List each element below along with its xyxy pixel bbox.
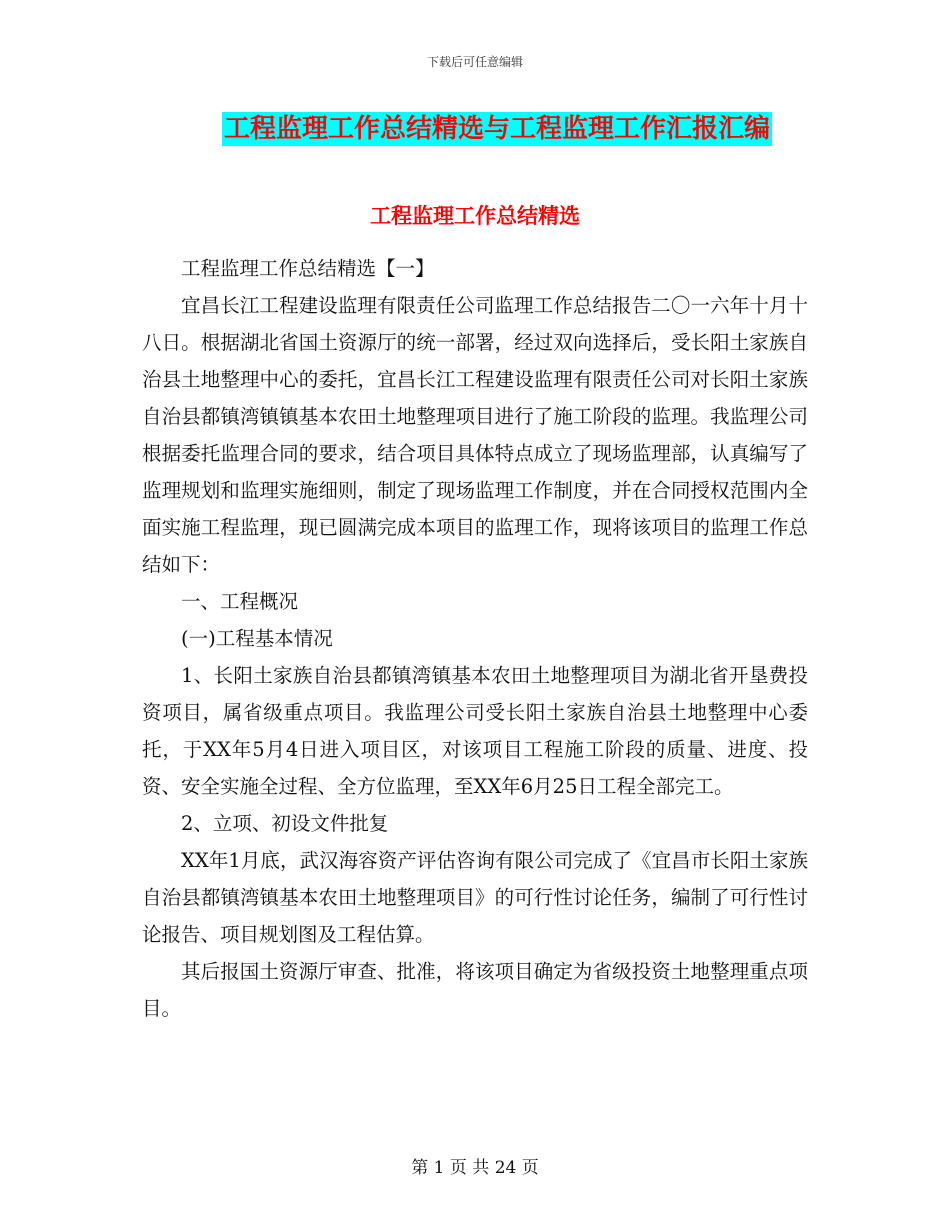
paragraph-feasibility: XX年1月底，武汉海容资产评估咨询有限公司完成了《宜昌市长阳土家族自治县都镇湾镇基本农田土地整理项目》的可行性讨论任务，编制了可行性讨论报告、项目规划图及工程估算。	[142, 849, 808, 946]
paragraph-item-2: 2、立项、初设文件批复	[181, 812, 389, 835]
document-body	[142, 250, 808, 1027]
header-note: 下载后可任意编辑	[426, 55, 523, 69]
section-title: 工程监理工作总结精选	[370, 204, 580, 228]
paragraph-subsection-heading: (一)工程基本情况	[181, 627, 333, 650]
document-title: 工程监理工作总结精选与工程监理工作汇报汇编	[224, 114, 771, 144]
page-number-footer: 第 1 页 共 24 页	[411, 1158, 539, 1178]
document-title-block	[222, 112, 772, 146]
paragraph-intro: 宜昌长江工程建设监理有限责任公司监理工作总结报告二〇一六年十月十八日。根据湖北省国土资源厅的统一部署，经过双向选择后，受长阳土家族自治县土地整理中心的委托，宜昌长江工程建设监理有限责任公司对长阳土家族自治县都镇湾镇镇基本农田土地整理项目进行了施工阶段的监理。我监理公司根据委托监理合同的要求，结合项目具体特点成立了现场监理部，认真编写了监理规划和监理实施细则，制定了现场监理工作制度，并在合同授权范围内全面实施工程监理，现已圆满完成本项目的监理工作，现将该项目的监理工作总结如下：	[142, 294, 808, 576]
paragraph-item-1: 1、长阳土家族自治县都镇湾镇基本农田土地整理项目为湖北省开垦费投资项目，属省级重点项目。我监理公司受长阳土家族自治县土地整理中心委托，于XX年5月4日进入项目区，对该项目工程施工阶段的质量、进度、投资、安全实施全过程、全方位监理，至XX年6月25日工程全部完工。	[142, 664, 808, 798]
paragraph-heading: 工程监理工作总结精选【一】	[181, 257, 435, 280]
paragraph-approval: 其后报国土资源厅审查、批准，将该项目确定为省级投资土地整理重点项目。	[142, 960, 808, 1020]
paragraph-section-heading: 一、工程概况	[181, 590, 299, 613]
